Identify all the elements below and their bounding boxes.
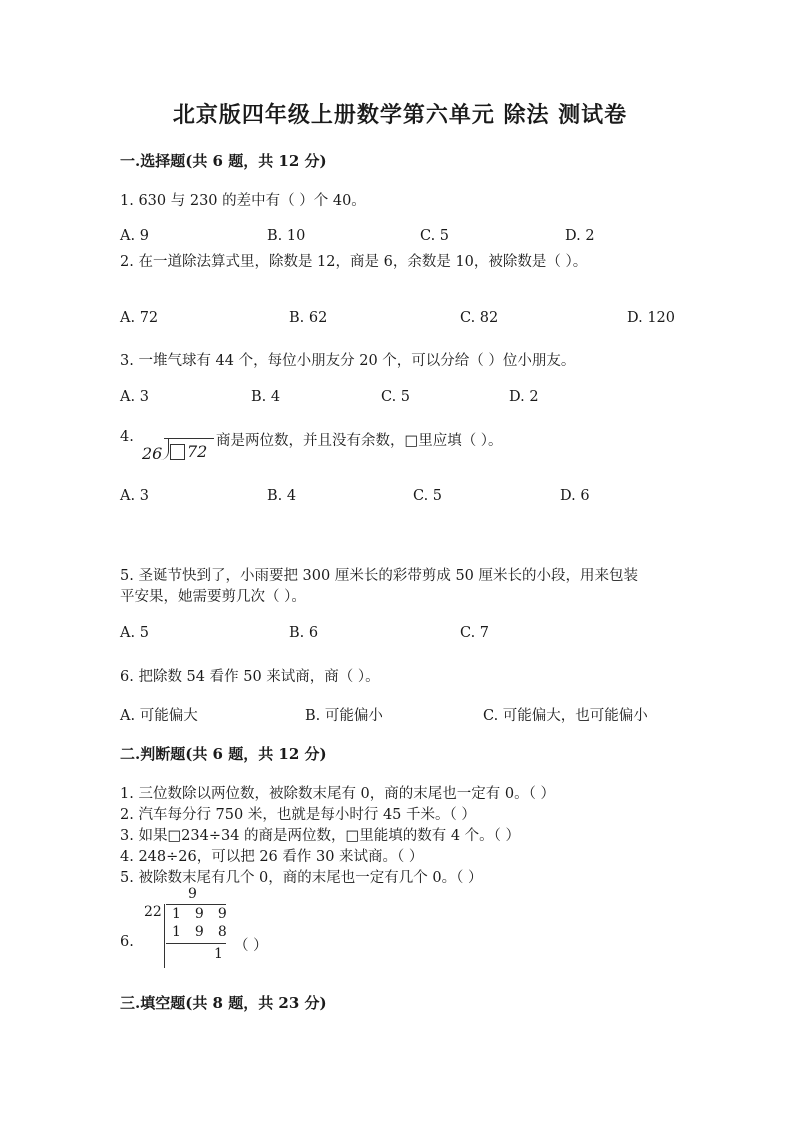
option: C. 5: [381, 389, 411, 405]
question-4-text: 商是两位数，并且没有余数，□里应填（ ）。: [216, 433, 503, 449]
judge-item: 5. 被除数末尾有几个 0，商的末尾也一定有几个 0。（ ）: [120, 870, 483, 886]
option: B. 10: [267, 228, 306, 244]
divisor: 22: [144, 904, 162, 920]
option: C. 82: [460, 310, 499, 326]
blank-box: [170, 444, 185, 460]
question-1: 1. 630 与 230 的差中有（ ）个 40。: [120, 193, 366, 209]
option: A. 9: [120, 228, 149, 244]
option: B. 62: [289, 310, 328, 326]
question-2: 2. 在一道除法算式里，除数是 12，商是 6，余数是 10，被除数是（ ）。: [120, 254, 588, 270]
option: C. 可能偏大，也可能偏小: [483, 708, 648, 724]
option: A. 3: [120, 389, 149, 405]
option: D. 6: [560, 488, 590, 504]
long-division-figure: [142, 436, 214, 464]
vertical-division-figure: [144, 886, 241, 970]
judge-item: 1. 三位数除以两位数，被除数末尾有 0，商的末尾也一定有 0。（ ）: [120, 786, 555, 802]
option: A. 72: [120, 310, 159, 326]
divisor: 26: [142, 444, 163, 463]
question-4-number: 4.: [120, 429, 134, 445]
option: C. 7: [460, 625, 490, 641]
option: C. 5: [413, 488, 443, 504]
judge-item-6-number: 6.: [120, 934, 134, 950]
judge-item: 2. 汽车每分行 750 米，也就是每小时行 45 千米。（ ）: [120, 807, 476, 823]
question-5-line-1: 5. 圣诞节快到了，小雨要把 300 厘米长的彩带剪成 50 厘米长的小段，用来包装: [120, 568, 639, 584]
option: A. 3: [120, 488, 149, 504]
option: D. 120: [627, 310, 676, 326]
option: B. 6: [289, 625, 319, 641]
section-heading-choice: 一.选择题(共 6 题，共 12 分): [120, 152, 327, 170]
option: A. 可能偏大: [120, 708, 198, 724]
product: 198: [172, 924, 241, 940]
dividend: 199: [172, 906, 241, 922]
section-heading-judge: 二.判断题(共 6 题，共 12 分): [120, 745, 327, 763]
answer-paren: （ ）: [234, 938, 268, 954]
subtraction-line: [166, 943, 226, 944]
question-6: 6. 把除数 54 看作 50 来试商，商（ ）。: [120, 669, 380, 685]
dividend-digits: 72: [187, 442, 208, 461]
division-bar: [166, 904, 226, 905]
quotient: 9: [188, 886, 197, 902]
option: B. 4: [267, 488, 297, 504]
option: D. 2: [565, 228, 595, 244]
option: A. 5: [120, 625, 149, 641]
judge-item: 4. 248÷26，可以把 26 看作 30 来试商。（ ）: [120, 849, 424, 865]
option: C. 5: [420, 228, 450, 244]
remainder: 1: [214, 946, 223, 962]
judge-item: 3. 如果□234÷34 的商是两位数，□里能填的数有 4 个。（ ）: [120, 828, 521, 844]
division-bracket: [164, 904, 165, 968]
page-title: 北京版四年级上册数学第六单元 除法 测试卷: [172, 102, 628, 128]
option: B. 4: [251, 389, 281, 405]
section-heading-fill: 三.填空题(共 8 题，共 23 分): [120, 994, 327, 1012]
question-5-line-2: 平安果，她需要剪几次（ ）。: [120, 589, 306, 605]
question-3: 3. 一堆气球有 44 个，每位小朋友分 20 个，可以分给（ ）位小朋友。: [120, 353, 576, 369]
option: B. 可能偏小: [305, 708, 383, 724]
option: D. 2: [509, 389, 539, 405]
